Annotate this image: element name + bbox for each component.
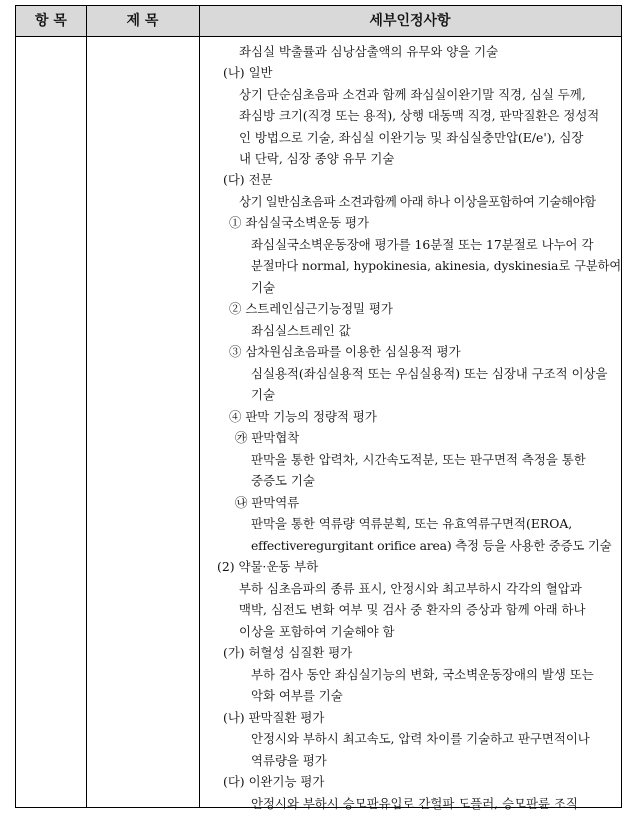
text-line: 분절마다 normal, hypokinesia, akinesia, dyskinesia로 구분하여 xyxy=(251,258,622,273)
subsection-heading: (가) 허혈성 심질환 평가 xyxy=(223,645,353,660)
item-heading: ① 좌심실국소벽운동 평가 xyxy=(229,215,369,230)
text-line: 안정시와 부하시 승모판유입로 간헐파 도플러, 승모판륜 조직 xyxy=(251,796,578,811)
text-line: 좌심실 박출률과 심낭삼출액의 유무와 양을 기술 xyxy=(239,44,499,59)
text-line: 인 방법으로 기술, 좌심실 이완기능 및 좌심실충만압(E/e'), 심장 xyxy=(239,130,584,145)
sub-item-heading: ㉮ 판막협착 xyxy=(235,430,300,445)
document-table xyxy=(15,5,622,811)
text-line: 상기 일반심초음파 소견과함께 아래 하나 이상을포함하여 기술해야함 xyxy=(239,194,596,209)
text-line: 이상을 포함하여 기술해야 함 xyxy=(239,624,395,639)
column-divider xyxy=(199,6,200,807)
sub-item-heading: ㉯ 판막역류 xyxy=(235,495,300,510)
text-line: 부하 심초음파의 종류 표시, 안정시와 최고부하시 각각의 혈압과 xyxy=(239,581,582,596)
item-heading: ④ 판막 기능의 정량적 평가 xyxy=(229,409,377,424)
text-line: 기술 xyxy=(251,280,275,295)
text-line: 중증도 기술 xyxy=(251,473,315,488)
item-heading: ③ 삼차원심초음파를 이용한 심실용적 평가 xyxy=(229,344,461,359)
text-line: 상기 단순심초음파 소견과 함께 좌심실이완기말 직경, 심실 두께, xyxy=(239,87,586,102)
text-line: 좌심방 크기(직경 또는 용적), 상행 대동맥 직경, 판막질환은 정성적 xyxy=(239,108,600,123)
column-divider xyxy=(86,6,87,807)
header-details: 세부인정사항 xyxy=(369,13,451,29)
text-line: 판막을 통한 압력차, 시간속도적분, 또는 판구면적 측정을 통한 xyxy=(251,452,586,467)
item-heading: ② 스트레인심근기능정밀 평가 xyxy=(229,301,393,316)
text-line: 심실용적(좌심실용적 또는 우심실용적) 또는 심장내 구조적 이상을 xyxy=(251,366,608,381)
section-heading: (2) 약물·운동 부하 xyxy=(217,559,319,574)
text-line: 역류량을 평가 xyxy=(251,753,327,768)
subsection-heading: (나) 판막질환 평가 xyxy=(223,710,325,725)
text-line: effectiveregurgitant orifice area) 측정 등을 사용한 중증도 기술 xyxy=(251,538,612,553)
header-title: 제 목 xyxy=(126,13,159,29)
subsection-heading: (다) 전문 xyxy=(223,172,273,187)
text-line: 부하 검사 동안 좌심실기능의 변화, 국소벽운동장애의 발생 또는 xyxy=(251,667,594,682)
text-line: 맥박, 심전도 변화 여부 및 검사 중 환자의 증상과 함께 아래 하나 xyxy=(239,602,586,617)
text-line: 판막을 통한 역류량 역류분획, 또는 유효역류구면적(EROA, xyxy=(251,516,573,531)
text-line: 내 단락, 심장 종양 유무 기술 xyxy=(239,151,395,166)
text-line: 좌심실국소벽운동장애 평가를 16분절 또는 17분절로 나누어 각 xyxy=(251,237,594,252)
header-item: 항 목 xyxy=(35,13,67,29)
text-line: 좌심실스트레인 값 xyxy=(251,323,351,338)
subsection-heading: (다) 이완기능 평가 xyxy=(223,774,325,789)
subsection-heading: (나) 일반 xyxy=(223,65,273,80)
text-line: 악화 여부를 기술 xyxy=(251,688,343,703)
text-line: 기술 xyxy=(251,387,275,402)
table-header xyxy=(16,6,621,37)
text-line: 안정시와 부하시 최고속도, 압력 차이를 기술하고 판구면적이나 xyxy=(251,731,590,746)
